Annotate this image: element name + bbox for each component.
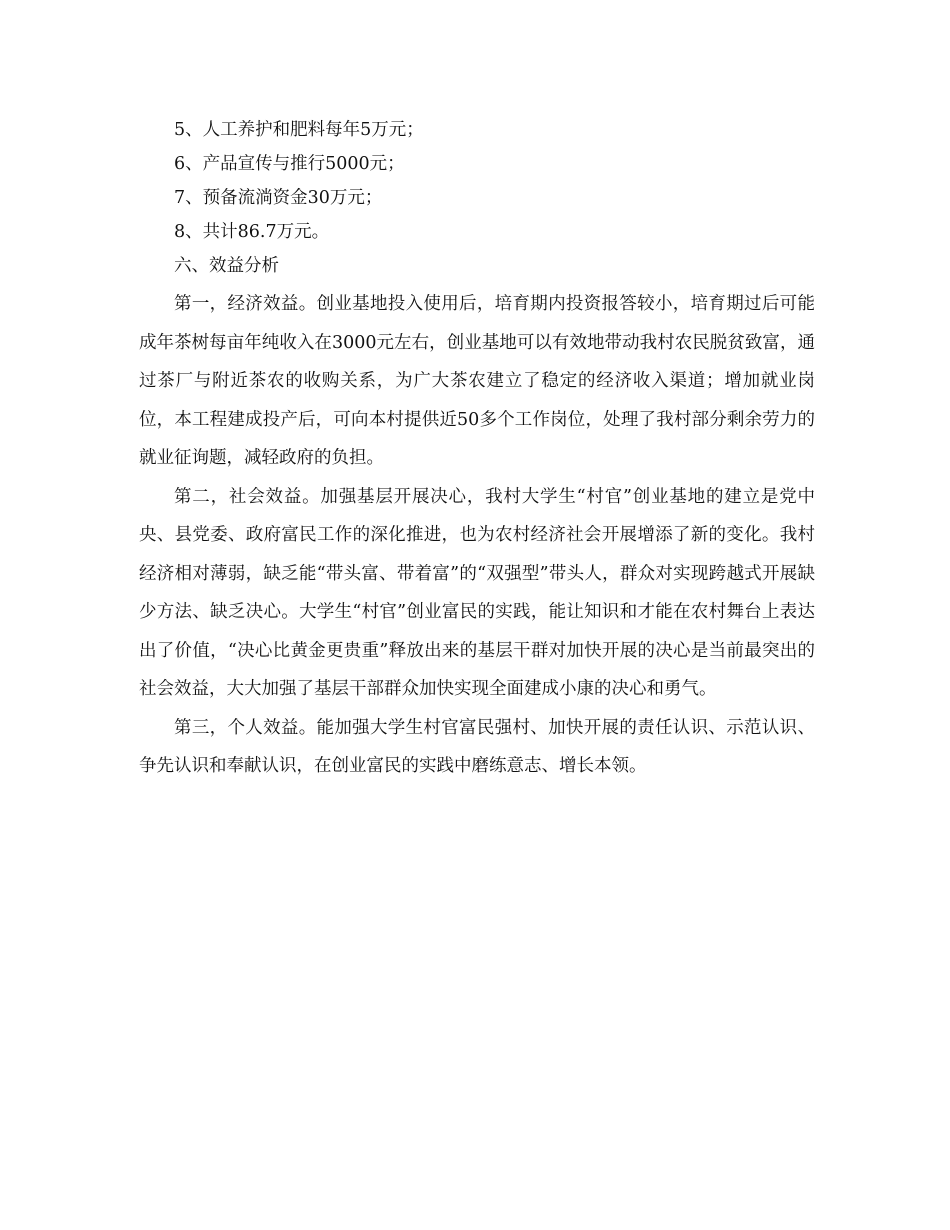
paragraph-personal-benefit: 第三，个人效益。能加强大学生村官富民强村、加快开展的责任认识、示范认识、争先认识和奉献认识，在创业富民的实践中磨练意志、增长本领。 (139, 717, 815, 776)
list-item-7: 7、预备流淌资金30万元； (174, 188, 383, 208)
paragraph-economic-benefit: 第一，经济效益。创业基地投入使用后，培育期内投资报答较小，培育期过后可能成年茶树每亩年纯收入在3000元左右，创业基地可以有效地带动我村农民脱贫致富，通过茶厂与附近茶农的收购关系，为广大茶农建立了稳定的经济收入渠道；增加就业岗位，本工程建成投产后，可向本村提供近50多个工作岗位，处理了我村部分剩余劳力的就业征询题，减轻政府的负担。 (139, 294, 815, 468)
document-body (139, 115, 815, 786)
list-item-8: 8、共计86.7万元。 (174, 222, 330, 242)
list-item-5: 5、人工养护和肥料每年5万元； (174, 120, 424, 140)
paragraph-social-benefit: 第二，社会效益。加强基层开展决心，我村大学生“村官”创业基地的建立是党中央、县党委、政府富民工作的深化推进，也为农村经济社会开展增添了新的变化。我村经济相对薄弱，缺乏能“带头富、带着富”的“双强型”带头人，群众对实现跨越式开展缺少方法、缺乏决心。大学生“村官”创业富民的实践，能让知识和才能在农村舞台上表达出了价值，“决心比黄金更贵重”释放出来的基层干群对加快开展的决心是当前最突出的社会效益，大大加强了基层干部群众加快实现全面建成小康的决心和勇气。 (139, 486, 815, 699)
section-heading: 六、效益分析 (174, 256, 279, 276)
list-item-6: 6、产品宣传与推行5000元； (174, 154, 405, 174)
